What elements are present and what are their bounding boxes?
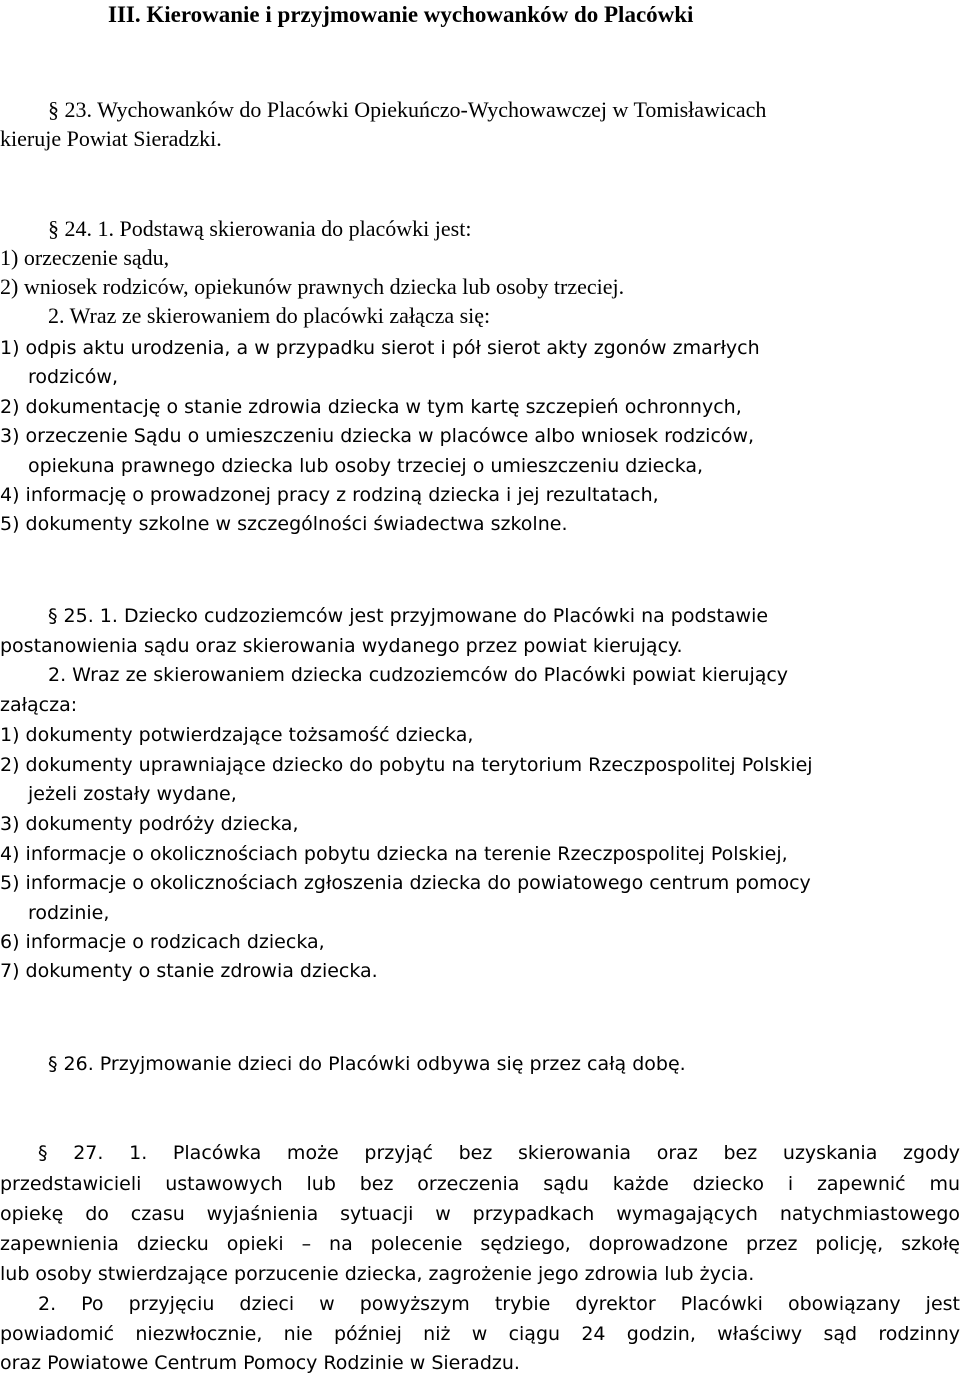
paragraph-23-line-2: kieruje Powiat Sieradzki.: [0, 126, 222, 151]
paragraph-24-line-11: 5) dokumenty szkolne w szczególności świadectwa szkolne.: [0, 513, 568, 535]
paragraph-24-line-10: 4) informację o prowadzonej pracy z rodziną dziecka i jej rezultatach,: [0, 484, 659, 506]
paragraph-25-line-3: 2. Wraz ze skierowaniem dziecka cudzoziemców do Placówki powiat kierujący: [48, 664, 789, 686]
paragraph-25-line-7: jeżeli zostały wydane,: [28, 783, 237, 805]
paragraph-25-line-10: 5) informacje o okolicznościach zgłoszenia dziecka do powiatowego centrum pomocy: [0, 872, 811, 894]
paragraph-24-line-2: 1) orzeczenie sądu,: [0, 245, 170, 270]
paragraph-24-line-7: 2) dokumentację o stanie zdrowia dziecka w tym kartę szczepień ochronnych,: [0, 396, 742, 418]
paragraph-24-line-5: 1) odpis aktu urodzenia, a w przypadku sierot i pół sierot akty zgonów zmarłych: [0, 337, 760, 359]
paragraph-24-line-4: 2. Wraz ze skierowaniem do placówki załącza się:: [48, 303, 491, 328]
paragraph-25-line-1: § 25. 1. Dziecko cudzoziemców jest przyjmowane do Placówki na podstawie: [48, 605, 769, 627]
paragraph-25-line-9: 4) informacje o okolicznościach pobytu dziecka na terenie Rzeczpospolitej Polskiej,: [0, 843, 788, 865]
paragraph-24-line-8: 3) orzeczenie Sądu o umieszczeniu dziecka w placówce albo wniosek rodziców,: [0, 425, 755, 447]
paragraph-27-line-5: lub osoby stwierdzające porzucenie dziecka, zagrożenie jego zdrowia lub życia.: [0, 1263, 755, 1285]
paragraph-25-line-4: załącza:: [0, 694, 78, 716]
paragraph-27-line-3: opiekę do czasu wyjaśnienia sytuacji w przypadkach wymagających natychmiastowego: [0, 1203, 960, 1225]
paragraph-25-line-11: rodzinie,: [28, 902, 110, 924]
paragraph-27-line-8: oraz Powiatowe Centrum Pomocy Rodzinie w Sieradzu.: [0, 1352, 520, 1374]
paragraph-25-line-13: 7) dokumenty o stanie zdrowia dziecka.: [0, 960, 378, 982]
paragraph-25-line-6: 2) dokumenty uprawniające dziecko do pobytu na terytorium Rzeczpospolitej Polskiej: [0, 754, 813, 776]
paragraph-25-line-8: 3) dokumenty podróży dziecka,: [0, 813, 299, 835]
paragraph-26-line-1: § 26. Przyjmowanie dzieci do Placówki odbywa się przez całą dobę.: [48, 1053, 686, 1075]
paragraph-24-line-9: opiekuna prawnego dziecka lub osoby trzeciej o umieszczeniu dziecka,: [28, 455, 704, 477]
paragraph-25-line-2: postanowienia sądu oraz skierowania wydanego przez powiat kierujący.: [0, 635, 683, 657]
paragraph-27-line-4: zapewnienia dziecku opieki – na polecenie sędziego, doprowadzone przez policję, szkołę: [0, 1233, 960, 1255]
paragraph-27-line-6: 2. Po przyjęciu dzieci w powyższym trybie dyrektor Placówki obowiązany jest: [38, 1293, 960, 1315]
paragraph-24-line-3: 2) wniosek rodziców, opiekunów prawnych dziecka lub osoby trzeciej.: [0, 274, 625, 299]
paragraph-25-line-12: 6) informacje o rodzicach dziecka,: [0, 931, 325, 953]
paragraph-23-line-1: § 23. Wychowanków do Placówki Opiekuńczo-Wychowawczej w Tomisławicach: [48, 97, 767, 122]
section-heading: III. Kierowanie i przyjmowanie wychowanków do Placówki: [108, 2, 694, 27]
paragraph-27-line-2: przedstawicieli ustawowych lub bez orzeczenia sądu każde dziecko i zapewnić mu: [0, 1173, 960, 1195]
paragraph-24-line-6: rodziców,: [28, 366, 118, 388]
paragraph-24-line-1: § 24. 1. Podstawą skierowania do placówki jest:: [48, 216, 472, 241]
paragraph-25-line-5: 1) dokumenty potwierdzające tożsamość dziecka,: [0, 724, 474, 746]
paragraph-27-line-1: § 27. 1. Placówka może przyjąć bez skierowania oraz bez uzyskania zgody: [38, 1142, 960, 1164]
paragraph-27-line-7: powiadomić niezwłocznie, nie później niż w ciągu 24 godzin, właściwy sąd rodzinny: [0, 1323, 960, 1345]
